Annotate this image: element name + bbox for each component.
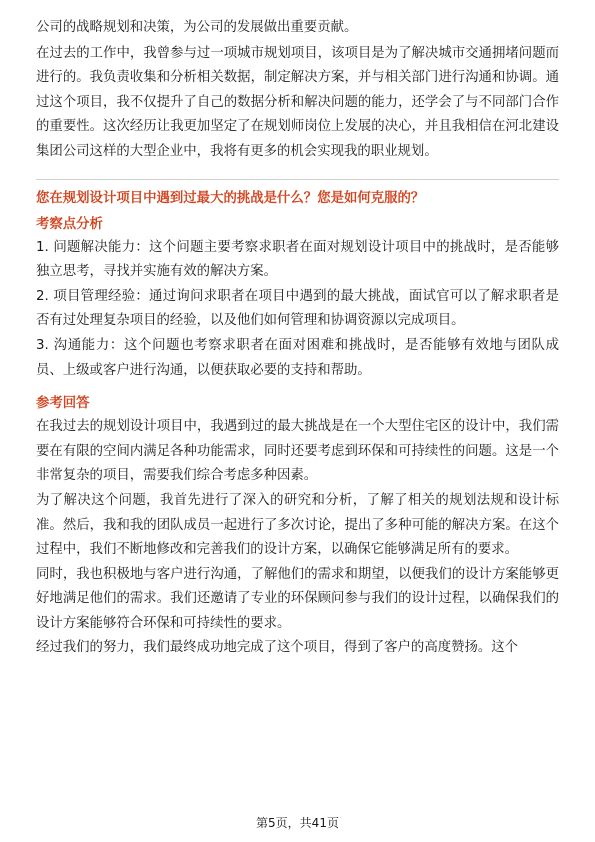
answer-paragraph: 同时，我也积极地与客户进行沟通，了解他们的需求和期望，以便我们的设计方案能够更好地满足他们的需求。我们还邀请了专业的环保顾问参与我们的设计过程，以确保我们的设计方案能够符合环保和可持续性的要求。 <box>36 566 559 631</box>
document-body <box>36 16 559 661</box>
analysis-title: 考察点分析 <box>36 216 103 232</box>
answer-paragraph: 为了解决这个问题，我首先进行了深入的研究和分析，了解了相关的规划法规和设计标准。然后，我和我的团队成员一起进行了多次讨论，提出了多种可能的解决方案。在这个过程中，我们不断地修改和完善我们的设计方案，以确保它能够满足所有的要求。 <box>36 492 559 558</box>
page-number: 第5页，共41页 <box>256 816 339 830</box>
analysis-item: 2. 项目管理经验：通过询问求职者在项目中遇到的最大挑战，面试官可以了解求职者是否有过处理复杂项目的经验，以及他们如何管理和协调资源以完成项目。 <box>36 288 559 329</box>
answer-paragraph: 经过我们的努力，我们最终成功地完成了这个项目，得到了客户的高度赞扬。这个 <box>36 640 519 656</box>
intro-paragraph: 公司的战略规划和决策，为公司的发展做出重要贡献。 <box>36 20 358 35</box>
intro-paragraph: 在过去的工作中，我曾参与过一项城市规划项目，该项目是为了解决城市交通拥堵问题而进行的。我负责收集和分析相关数据，制定解决方案，并与相关部门进行沟通和协调。通过这个项目，我不仅提升了自己的数据分析和解决问题的能力，还学会了与不同部门合作的重要性。这次经历让我更加坚定了在规划师岗位上发展的决心，并且我相信在河北建设集团公司这样的大型企业中，我将有更多的机会实现我的职业规划。 <box>36 45 559 159</box>
analysis-item: 1. 问题解决能力：这个问题主要考察求职者在面对规划设计项目中的挑战时，是否能够独立思考，寻找并实施有效的解决方案。 <box>36 239 559 280</box>
analysis-item: 3. 沟通能力：这个问题也考察求职者在面对困难和挑战时，是否能够有效地与团队成员、上级或客户进行沟通，以便获取必要的支持和帮助。 <box>36 337 559 378</box>
answer-title: 参考回答 <box>36 396 90 412</box>
page-footer <box>0 814 595 831</box>
section-divider <box>36 179 559 180</box>
answer-paragraph: 在我过去的规划设计项目中，我遇到过的最大挑战是在一个大型住宅区的设计中，我们需要在有限的空间内满足各种功能需求，同时还要考虑到环保和可持续性的问题。这是一个非常复杂的项目，需要我们综合考虑多种因素。 <box>36 419 559 484</box>
question-heading: 您在规划设计项目中遇到过最大的挑战是什么？您是如何克服的？ <box>36 190 425 206</box>
